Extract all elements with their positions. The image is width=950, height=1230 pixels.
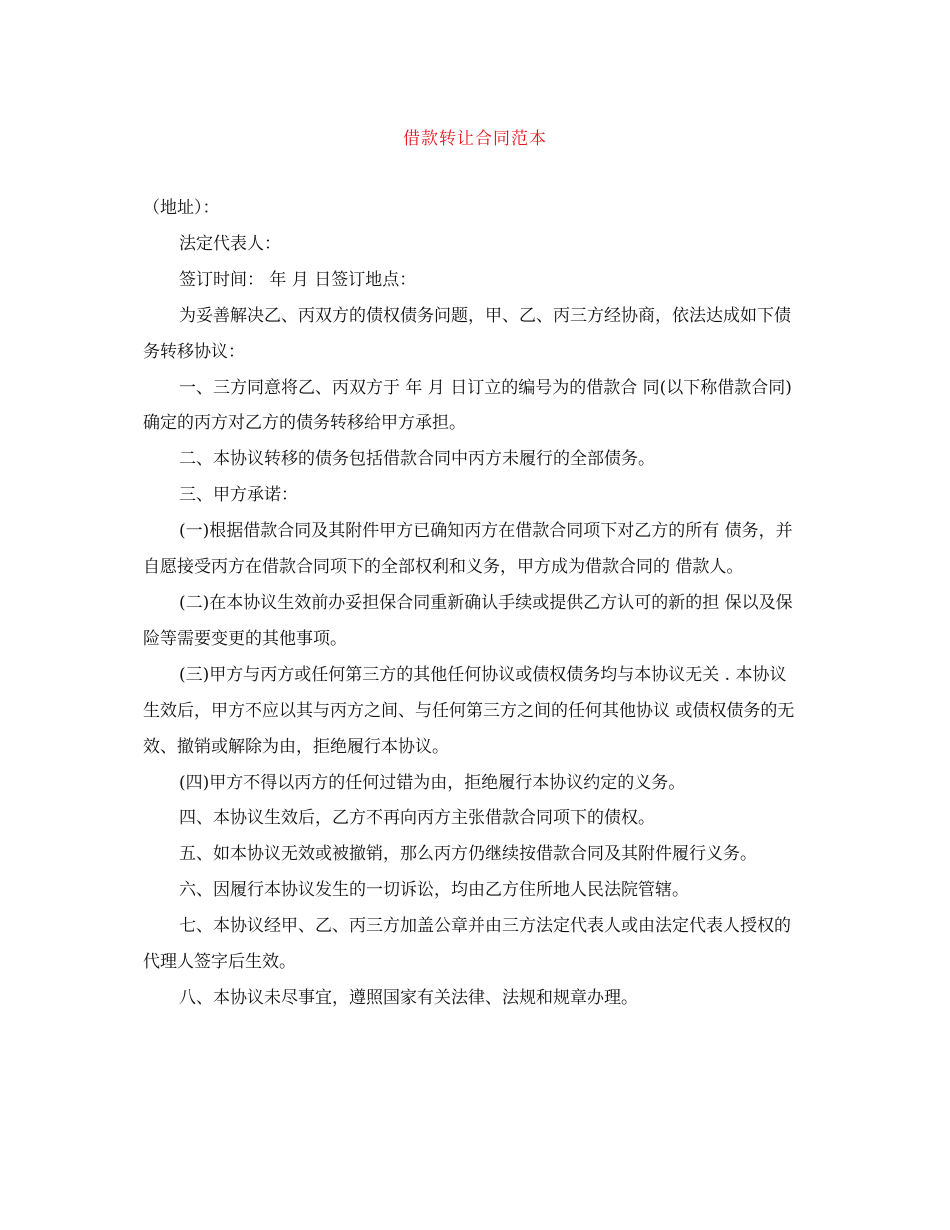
paragraph-legal-representative: 法定代表人： — [179, 233, 281, 254]
paragraph-preamble: 为妥善解决乙、丙双方的债权债务问题，甲、乙、丙三方经协商，依法达成如下债务转移协议： — [143, 305, 791, 362]
paragraph-clause-6: 六、因履行本协议发生的一切诉讼，均由乙方住所地人民法院管辖。 — [179, 880, 689, 901]
paragraph-clause-3: 三、甲方承诺： — [179, 485, 298, 506]
paragraph-clause-3-4: (四)甲方不得以丙方的任何过错为由，拒绝履行本协议约定的义务。 — [179, 772, 686, 793]
paragraph-address: （地址）： — [143, 198, 220, 218]
paragraph-clause-3-1: (一)根据借款合同及其附件甲方已确知丙方在借款合同项下对乙方的所有 债务，并自愿接受丙方在借款合同项下的全部权利和义务，甲方成为借款合同的 借款人。 — [143, 521, 793, 578]
paragraph-signing-time: 签订时间： 年 月 日签订地点： — [179, 269, 417, 290]
paragraph-clause-3-3: (三)甲方与丙方或任何第三方的其他任何协议或债权债务均与本协议无关 . 本协议生效后，甲方不应以其与丙方之间、与任何第三方之间的任何其他协议 或债权债务的无效、撤销或解除为由，拒绝履行本协议。 — [143, 664, 795, 757]
paragraph-clause-8: 八、本协议未尽事宜，遵照国家有关法律、法规和规章办理。 — [179, 987, 638, 1008]
paragraph-clause-3-2: (二)在本协议生效前办妥担保合同重新确认手续或提供乙方认可的新的担 保以及保险等需要变更的其他事项。 — [143, 592, 793, 649]
paragraph-clause-7: 七、本协议经甲、乙、丙三方加盖公章并由三方法定代表人或由法定代表人授权的代理人签字后生效。 — [143, 916, 791, 973]
paragraph-clause-2: 二、本协议转移的债务包括借款合同中丙方未履行的全部债务。 — [179, 449, 655, 470]
document-body — [143, 191, 803, 1017]
paragraph-clause-5: 五、如本协议无效或被撤销，那么丙方仍继续按借款合同及其附件履行义务。 — [179, 844, 757, 865]
paragraph-clause-1: 一、三方同意将乙、丙双方于 年 月 日订立的编号为的借款合 同(以下称借款合同)确定的丙方对乙方的债务转移给甲方承担。 — [143, 377, 792, 434]
paragraph-clause-4: 四、本协议生效后，乙方不再向丙方主张借款合同项下的债权。 — [179, 808, 655, 829]
document-title: 借款转让合同范本 — [403, 129, 547, 149]
